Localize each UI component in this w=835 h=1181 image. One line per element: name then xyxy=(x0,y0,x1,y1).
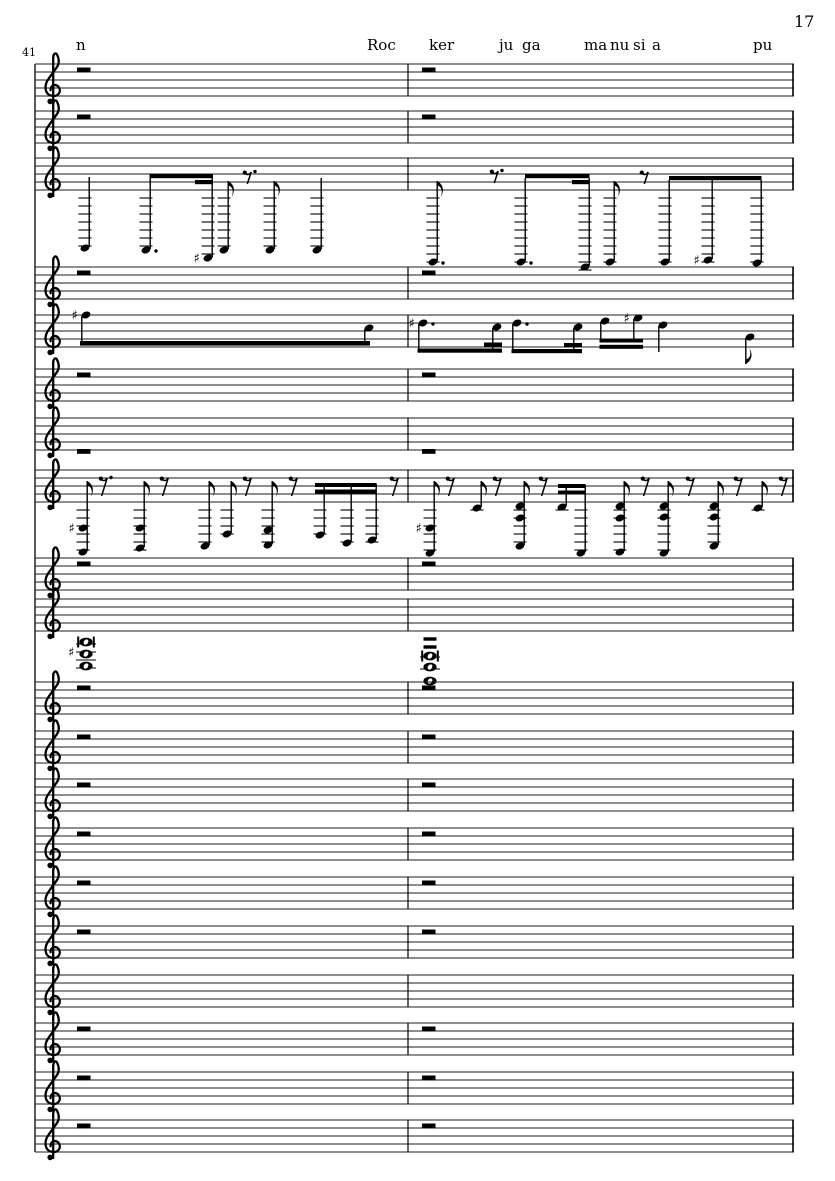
note xyxy=(575,485,588,558)
beam xyxy=(195,180,213,184)
whole-rest xyxy=(77,1124,91,1129)
eighth-flag-icon xyxy=(87,481,93,497)
note xyxy=(218,181,234,255)
beam xyxy=(669,176,762,180)
breve-bar xyxy=(77,637,79,648)
lyric-syllable: ju xyxy=(499,36,514,54)
whole-rest xyxy=(422,68,436,73)
sharp-accidental-icon: ♯ xyxy=(693,253,700,269)
note xyxy=(659,180,672,267)
treble-clef-icon xyxy=(46,817,60,868)
staff-18 xyxy=(35,1012,794,1063)
note xyxy=(624,312,644,342)
note xyxy=(134,481,150,553)
whole-rest xyxy=(422,271,436,276)
staff-11 xyxy=(35,671,794,722)
sharp-accidental-icon: ♯ xyxy=(68,521,75,537)
whole-rest xyxy=(77,1027,91,1032)
staff-16 xyxy=(35,915,794,966)
eighth-flag-icon xyxy=(434,481,440,497)
augmentation-dot xyxy=(431,322,434,325)
beam xyxy=(512,349,583,353)
treble-clef-icon xyxy=(46,1109,60,1160)
sharp-accidental-icon: ♯ xyxy=(623,311,630,327)
lyric-syllable: Roc xyxy=(367,36,396,54)
lyric-syllable: ma xyxy=(584,36,608,54)
staff-20 xyxy=(35,1109,794,1160)
augmentation-dot xyxy=(529,261,532,264)
eighth-flag-icon xyxy=(144,481,150,497)
note xyxy=(364,323,375,344)
beam xyxy=(558,491,586,495)
note xyxy=(221,481,237,539)
beam xyxy=(150,174,214,178)
treble-clef-icon xyxy=(46,358,60,409)
eighth-flag-icon xyxy=(272,481,278,497)
whole-rest xyxy=(422,832,436,837)
eighth-flag-icon xyxy=(209,481,215,497)
note xyxy=(658,481,674,558)
treble-clef-icon xyxy=(46,1012,60,1063)
staff-5 xyxy=(35,304,794,364)
note xyxy=(600,316,611,341)
breve-bar xyxy=(93,637,95,648)
whole-rest xyxy=(77,373,91,378)
beam xyxy=(600,339,644,343)
staff-3 xyxy=(35,147,794,271)
note xyxy=(264,181,280,255)
note xyxy=(79,177,92,253)
note xyxy=(416,481,440,558)
whole-rest xyxy=(77,686,91,691)
whole-rest xyxy=(77,735,91,740)
whole-rest xyxy=(77,881,91,886)
staff-9 xyxy=(35,547,794,598)
staff-19 xyxy=(35,1061,794,1112)
whole-rest xyxy=(422,1076,436,1081)
sharp-accidental-icon: ♯ xyxy=(415,521,422,537)
page-number: 17 xyxy=(794,12,815,31)
treble-clef-icon xyxy=(46,100,60,151)
staff-10 xyxy=(35,588,794,685)
eighth-flag-icon xyxy=(746,348,752,364)
beam xyxy=(558,484,586,488)
treble-clef-icon xyxy=(46,720,60,771)
eighth-flag-icon xyxy=(437,181,443,197)
note xyxy=(694,180,715,269)
whole-rest xyxy=(422,1124,436,1129)
sharp-accidental-icon: ♯ xyxy=(71,308,78,324)
whole-rest xyxy=(422,115,436,120)
whole-rest xyxy=(77,449,91,454)
note xyxy=(751,180,764,268)
staff-17 xyxy=(35,964,794,1015)
note xyxy=(573,322,584,352)
sharp-accidental-icon: ♯ xyxy=(408,316,415,332)
staff-14 xyxy=(35,817,794,868)
treble-clef-icon xyxy=(46,866,60,917)
lyric-syllable: pu xyxy=(753,36,773,54)
treble-clef-icon xyxy=(46,256,60,307)
eighth-flag-icon xyxy=(228,181,234,197)
whole-rest xyxy=(422,1027,436,1032)
beam xyxy=(564,343,582,347)
staff-12 xyxy=(35,720,794,771)
lyric-syllable: a xyxy=(652,36,661,54)
treble-clef-icon xyxy=(46,53,60,104)
whole-rest xyxy=(422,562,436,567)
treble-clef-icon xyxy=(46,147,60,198)
whole-rest xyxy=(422,449,436,454)
whole-rest xyxy=(422,783,436,788)
augmentation-dot xyxy=(253,170,256,173)
breve-bar xyxy=(437,651,439,662)
note xyxy=(579,178,592,272)
lyric-syllable: ga xyxy=(522,36,541,54)
eighth-flag-icon xyxy=(614,181,620,197)
treble-clef-icon xyxy=(46,671,60,722)
eighth-flag-icon xyxy=(668,481,674,497)
beam xyxy=(315,483,377,487)
augmentation-dot xyxy=(441,261,444,264)
eighth-flag-icon xyxy=(481,481,487,497)
eighth-flag-icon xyxy=(624,481,630,497)
treble-clef-icon xyxy=(46,1061,60,1112)
whole-rest xyxy=(77,832,91,837)
eighth-rest xyxy=(490,169,504,183)
beam xyxy=(418,349,503,353)
note xyxy=(69,481,93,557)
note xyxy=(409,317,435,352)
treble-clef-icon xyxy=(46,304,60,355)
note xyxy=(556,485,569,512)
treble-clef-icon xyxy=(46,459,60,510)
staff-4 xyxy=(35,253,794,307)
eighth-flag-icon xyxy=(274,181,280,197)
eighth-flag-icon xyxy=(762,481,768,497)
breve-bar xyxy=(421,651,423,662)
beam xyxy=(525,174,590,178)
note xyxy=(427,181,445,267)
whole-rest xyxy=(422,686,436,691)
augmentation-dot xyxy=(109,476,112,479)
lyrics-row xyxy=(0,36,835,54)
treble-clef-icon xyxy=(46,964,60,1015)
eighth-flag-icon xyxy=(524,481,530,497)
treble-clef-icon xyxy=(46,915,60,966)
cluster-dash xyxy=(424,645,437,648)
staff-8 xyxy=(35,459,794,557)
whole-rest xyxy=(422,735,436,740)
whole-rest xyxy=(77,562,91,567)
lyric-syllable: ker xyxy=(429,36,455,54)
sharp-accidental-icon: ♯ xyxy=(193,251,200,267)
note xyxy=(194,178,215,267)
staff-13 xyxy=(35,768,794,819)
treble-clef-icon xyxy=(46,407,60,458)
whole-rest xyxy=(77,930,91,935)
eighth-flag-icon xyxy=(718,481,724,497)
staff-7 xyxy=(35,407,794,458)
note xyxy=(514,481,530,551)
beam xyxy=(600,345,644,349)
sharp-accidental-icon: ♯ xyxy=(68,645,75,661)
whole-rest xyxy=(422,881,436,886)
augmentation-dot xyxy=(154,249,157,252)
whole-rest xyxy=(422,930,436,935)
treble-clef-icon xyxy=(46,768,60,819)
beam xyxy=(80,341,370,346)
beam xyxy=(572,180,590,184)
augmentation-dot xyxy=(500,169,503,172)
note xyxy=(708,481,724,551)
whole-rest xyxy=(422,373,436,378)
note xyxy=(199,481,215,551)
lyric-syllable: nu xyxy=(610,36,630,54)
whole-rest xyxy=(77,1076,91,1081)
staff-2 xyxy=(35,100,794,151)
staff-1 xyxy=(35,53,794,104)
beam xyxy=(315,490,377,494)
whole-note-chord xyxy=(68,637,96,671)
note xyxy=(604,181,620,267)
staff-15 xyxy=(35,866,794,917)
whole-note-chord xyxy=(420,637,440,685)
note xyxy=(614,481,630,557)
whole-rest xyxy=(77,783,91,788)
whole-rest xyxy=(77,271,91,276)
lyric-syllable: n xyxy=(76,36,86,54)
lyric-syllable: si xyxy=(633,36,646,54)
eighth-flag-icon xyxy=(231,481,237,497)
cluster-dash xyxy=(424,637,437,640)
staff-6 xyxy=(35,358,794,409)
whole-rest xyxy=(77,115,91,120)
augmentation-dot xyxy=(525,322,528,325)
measure-number: 41 xyxy=(22,46,36,59)
note xyxy=(745,332,756,364)
note xyxy=(515,178,533,267)
note xyxy=(262,481,278,550)
whole-rest xyxy=(77,68,91,73)
